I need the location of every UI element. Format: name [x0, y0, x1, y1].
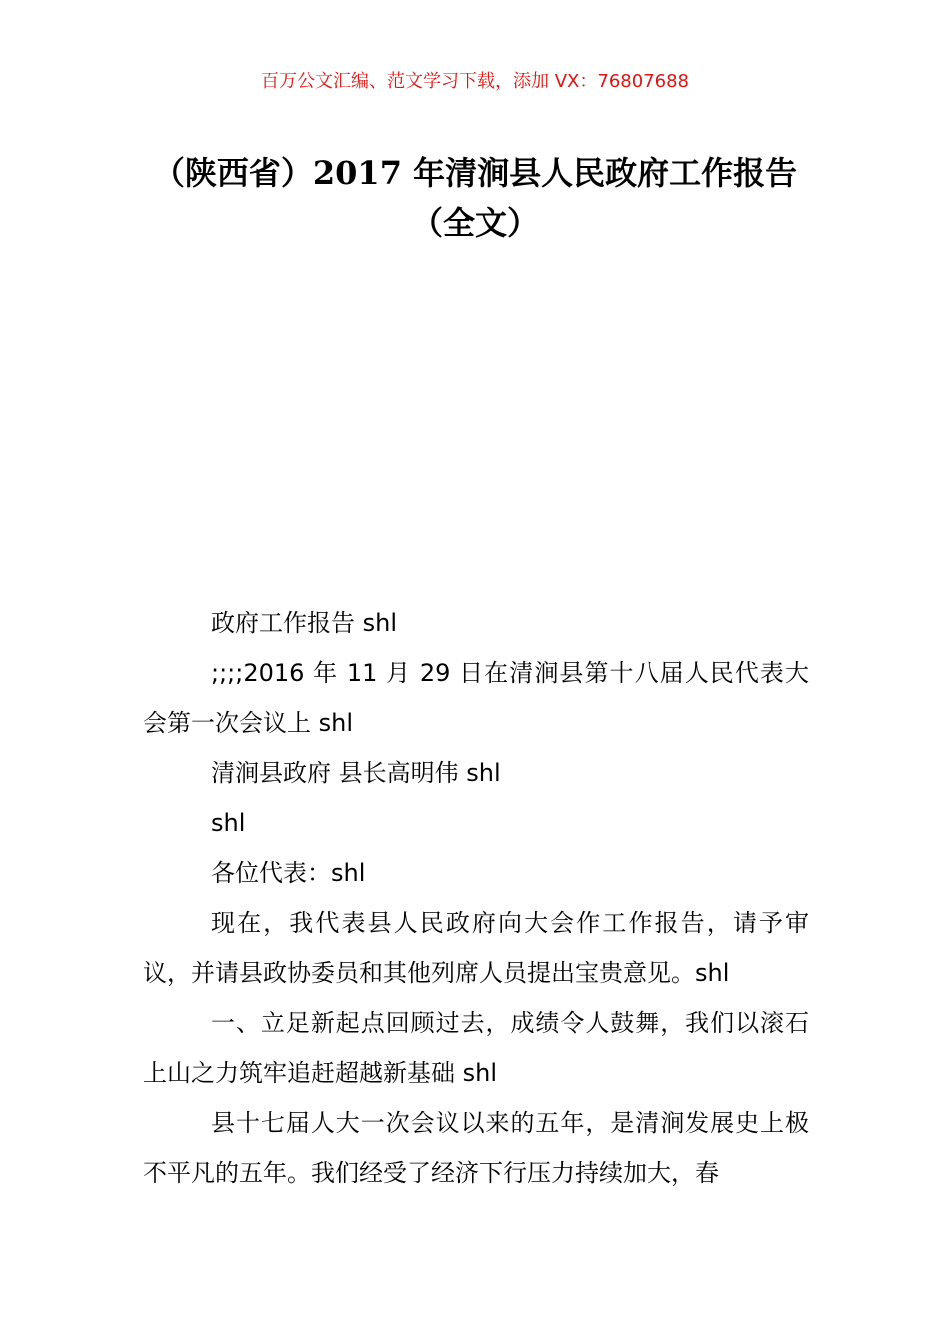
- paragraph-meeting-date: ;;;;2016 年 11 月 29 日在清涧县第十八届人民代表大会第一次会议上 shl: [143, 659, 809, 737]
- paragraph-author: 清涧县政府 县长高明伟 shl: [211, 759, 501, 787]
- header-note: 百万公文汇编、范文学习下载，添加 VX：76807688: [261, 71, 689, 92]
- paragraph-section-one-heading: 一、立足新起点回顾过去，成绩令人鼓舞，我们以滚石上山之力筑牢追赶超越新基础 shl: [143, 1009, 809, 1087]
- paragraph-salutation: 各位代表：shl: [211, 859, 366, 887]
- document-body: [143, 598, 809, 1198]
- paragraph-blank: shl: [211, 809, 246, 837]
- paragraph-section-one-body: 县十七届人大一次会议以来的五年，是清涧发展史上极不平凡的五年。我们经受了经济下行压力持续加大，春: [143, 1109, 809, 1187]
- document-title: （陕西省）2017 年清涧县人民政府工作报告（全文）: [152, 154, 798, 242]
- paragraph-intro: 现在，我代表县人民政府向大会作工作报告，请予审议，并请县政协委员和其他列席人员提出宝贵意见。shl: [143, 909, 809, 987]
- paragraph-report-label: 政府工作报告 shl: [211, 609, 398, 637]
